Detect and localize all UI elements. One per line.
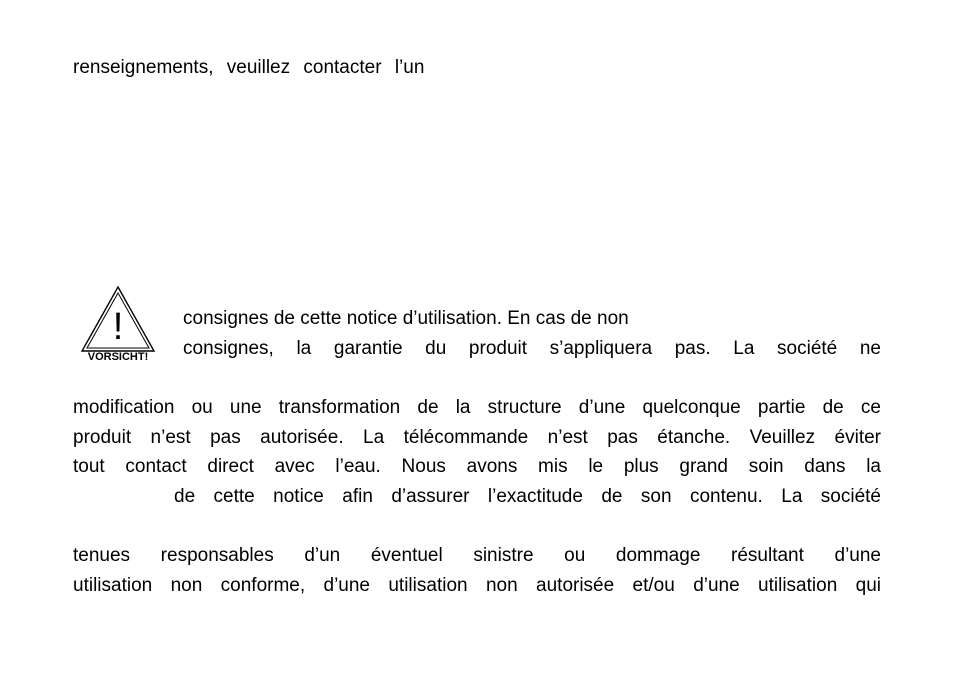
text-line-2: consignes de cette notice d’utilisation. En cas de non bbox=[183, 308, 629, 329]
text-line-6: tout contact direct avec l’eau. Nous avons mis le plus grand soin dans la bbox=[73, 456, 881, 477]
text-line-5: produit n’est pas autorisée. La télécommande n’est pas étanche. Veuillez éviter bbox=[73, 427, 881, 448]
text-line-4: modification ou une transformation de la structure d’une quelconque partie de ce bbox=[73, 397, 881, 418]
warning-triangle-icon bbox=[80, 285, 156, 363]
text-line-8: tenues responsables d’un éventuel sinistre ou dommage résultant d’une bbox=[73, 545, 881, 566]
warning-label: VORSICHT! bbox=[87, 351, 149, 363]
text-line-9: utilisation non conforme, d’une utilisation non autorisée et/ou d’une utilisation qui bbox=[73, 575, 881, 596]
text-line-7: de cette notice afin d’assurer l’exactitude de son contenu. La société bbox=[174, 486, 881, 507]
text-line-3: consignes, la garantie du produit s’appliquera pas. La société ne bbox=[183, 338, 881, 359]
text-line-1: renseignements, veuillez contacter l’un bbox=[73, 57, 425, 78]
warning-mark: ! bbox=[112, 306, 124, 348]
